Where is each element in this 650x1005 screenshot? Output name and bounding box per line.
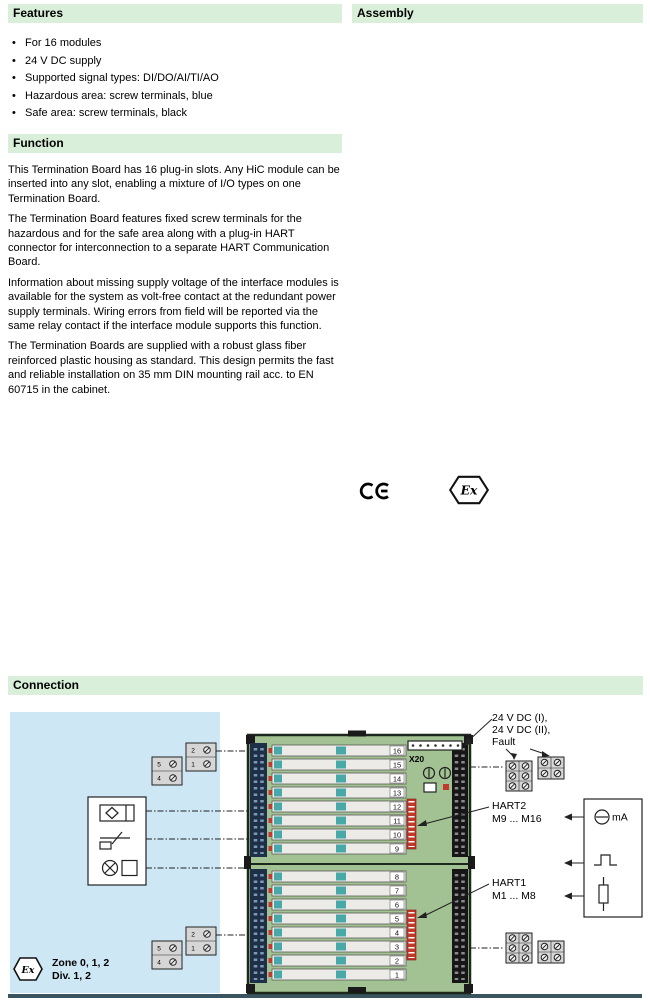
bullet-dot: • [12, 37, 16, 49]
module-slot [269, 745, 407, 756]
fault-label: Fault [492, 736, 516, 748]
list-item-text: Safe area: screw terminals, black [25, 107, 188, 119]
svg-text:13: 13 [392, 788, 402, 798]
module-slot [269, 969, 407, 980]
field-terminal-block [186, 927, 216, 955]
module-slot [269, 871, 407, 882]
paragraph: This Termination Board has 16 plug-in slots. Any HiC module can be inserted into any slot, enabling a mixture of I/O types on one Termination Board. [8, 164, 340, 205]
right-terminal-strip [452, 743, 468, 857]
arrow-icon [564, 814, 572, 821]
svg-text:2: 2 [191, 747, 195, 755]
list-item-text: Hazardous area: screw terminals, blue [25, 89, 213, 102]
list-item [10, 55, 340, 67]
ex-mark-label: Ex [460, 483, 478, 498]
function-text [8, 163, 341, 403]
list-item [10, 90, 340, 102]
module-slot [269, 955, 407, 966]
list-item-text: Supported signal types: DI/DO/AI/TI/AO [25, 72, 219, 84]
module-slot [269, 941, 407, 952]
hart-connector-top [407, 799, 416, 849]
list-item [10, 37, 340, 49]
figure-bottom-rule [8, 994, 642, 998]
assembly-header: Assembly [352, 4, 643, 23]
arrow-icon [542, 751, 550, 757]
list-item [10, 107, 340, 119]
paragraph: The Termination Boards are supplied with a robust glass fiber reinforced plastic housing as standard. This design permits the fast and reliable installation on 35 mm DIN mounting rail acc. to EN 60715 in the cabinet. [8, 340, 334, 396]
field-terminal-block [186, 743, 216, 771]
connection-header: Connection [8, 676, 643, 695]
paragraph: Information about missing supply voltage of the interface modules is available for the system as volt-free contact at the redundant power supply terminals. Wiring errors from field will be reported via the same relay contact if the interface module supports this function. [8, 276, 339, 333]
svg-text:5: 5 [157, 761, 161, 769]
module-slot [269, 801, 407, 812]
zone-label: Zone 0, 1, 2 [52, 957, 110, 969]
features-list [10, 37, 340, 125]
svg-text:6: 6 [394, 900, 400, 910]
svg-text:1: 1 [191, 761, 195, 769]
hart1-range-label: M1 ... M8 [492, 890, 536, 902]
left-terminal-strip [250, 743, 267, 857]
svg-text:14: 14 [392, 774, 402, 784]
svg-text:X20: X20 [409, 754, 425, 764]
module-slot [269, 829, 407, 840]
arrow-icon [564, 860, 572, 867]
svg-text:mA: mA [612, 811, 628, 824]
field-terminal-block [152, 941, 182, 969]
list-item-text: For 16 modules [25, 37, 102, 49]
module-slot [269, 815, 407, 826]
termination-board [244, 731, 475, 994]
features-header: Features [8, 4, 342, 23]
arrow-icon [511, 753, 517, 760]
svg-text:1: 1 [394, 970, 400, 980]
safe-terminal-block [506, 933, 532, 963]
svg-text:9: 9 [394, 844, 400, 854]
left-terminal-strip [250, 869, 267, 983]
supply-terminal-block [538, 757, 564, 779]
svg-text:3: 3 [394, 942, 400, 952]
module-slot [269, 759, 407, 770]
module-slot [269, 899, 407, 910]
svg-text:4: 4 [394, 928, 400, 938]
svg-text:2: 2 [394, 956, 400, 966]
arrow-icon [564, 893, 572, 900]
right-terminal-strip [452, 869, 468, 983]
field-device-box [88, 797, 146, 885]
module-slot [269, 773, 407, 784]
module-slot [269, 885, 407, 896]
svg-text:4: 4 [157, 775, 161, 783]
ex-mark-icon [447, 474, 491, 506]
module-slot [269, 927, 407, 938]
safe-terminal-block [538, 941, 564, 963]
bullet-dot: • [12, 89, 16, 102]
connection-diagram [0, 705, 650, 1000]
bullet-dot: • [12, 54, 16, 67]
svg-text:2: 2 [191, 931, 195, 939]
svg-text:15: 15 [392, 760, 402, 770]
supply-label: 24 V DC (I), [492, 712, 548, 724]
div-label: Div. 1, 2 [52, 970, 91, 982]
svg-text:16: 16 [392, 746, 402, 756]
hart2-range-label: M9 ... M16 [492, 813, 542, 825]
svg-text:11: 11 [393, 816, 401, 826]
module-slot [269, 787, 407, 798]
svg-text:12: 12 [392, 802, 402, 812]
list-item [10, 72, 340, 84]
module-slot [269, 843, 407, 854]
bullet-dot: • [12, 107, 16, 119]
function-header: Function [8, 134, 342, 153]
module-slot [269, 913, 407, 924]
ce-mark-icon [358, 479, 392, 503]
svg-text:4: 4 [157, 959, 161, 967]
bullet-dot: • [12, 72, 16, 84]
svg-text:7: 7 [394, 886, 400, 896]
field-terminal-block [152, 757, 182, 785]
svg-text:1: 1 [191, 945, 195, 953]
ex-logo-icon [14, 958, 42, 980]
hart-master-box [584, 799, 642, 917]
list-item-text: 24 V DC supply [25, 54, 102, 67]
svg-text:5: 5 [394, 914, 400, 924]
hart-connector-bottom [407, 910, 416, 960]
hart1-label: HART1 [492, 877, 527, 889]
hart2-label: HART2 [492, 800, 527, 812]
supply-terminal-block [506, 761, 532, 791]
svg-text:Ex: Ex [21, 965, 35, 976]
svg-text:5: 5 [157, 945, 161, 953]
paragraph: The Termination Board features fixed screw terminals for the hazardous and for the safe area along with a plug-in HART connector for interconnection to a separate HART Communication Board. [8, 213, 330, 269]
svg-text:8: 8 [394, 872, 400, 882]
supply-label: 24 V DC (II), [492, 724, 551, 736]
svg-text:10: 10 [392, 830, 402, 840]
